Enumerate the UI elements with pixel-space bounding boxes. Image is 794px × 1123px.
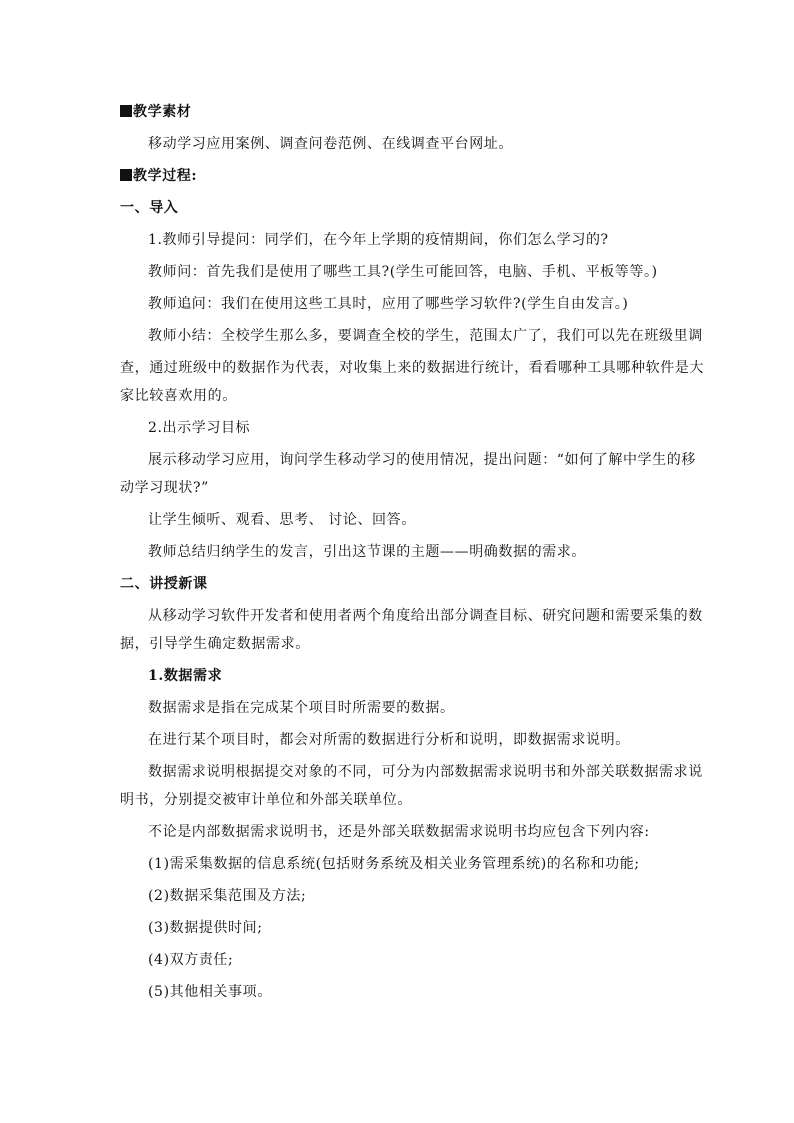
part1-conclude: 教师总结归纳学生的发言，引出这节课的主题——明确数据的需求。 bbox=[148, 544, 586, 560]
part1-item1: 1.教师引导提问：同学们，在今年上学期的疫情期间，你们怎么学习的? bbox=[148, 232, 609, 248]
part1-ask2: 教师追问：我们在使用这些工具时，应用了哪些学习软件?(学生自由发言。) bbox=[148, 296, 629, 312]
part2-types-line2: 明书，分别提交被审计单位和外部关联单位。 bbox=[120, 792, 412, 808]
part2-intro-line1: 从移动学习软件开发者和使用者两个角度给出部分调查目标、研究问题和需要采集的数 bbox=[148, 608, 703, 624]
part2-types-line1: 数据需求说明根据提交对象的不同，可分为内部数据需求说明书和外部关联数据需求说 bbox=[148, 764, 703, 780]
part2-definition2: 在进行某个项目时，都会对所需的数据进行分析和说明，即数据需求说明。 bbox=[148, 732, 630, 748]
part2-intro-line2: 据，引导学生确定数据需求。 bbox=[120, 636, 310, 652]
part2-definition1: 数据需求是指在完成某个项目时所需要的数据。 bbox=[148, 700, 455, 716]
part1-item2: 2.出示学习目标 bbox=[148, 420, 251, 436]
part1-summary-line2: 查，通过班级中的数据作为代表，对收集上来的数据进行统计，看看哪种工具哪种软件是大 bbox=[120, 360, 704, 376]
part1-summary-line1: 教师小结：全校学生那么多，要调查全校的学生，范围太广了，我们可以先在班级里调 bbox=[148, 328, 703, 344]
part1-show-line1: 展示移动学习应用，询问学生移动学习的使用情况，提出问题：“如何了解中学生的移 bbox=[148, 452, 696, 468]
section-heading-material: 教学素材 bbox=[120, 102, 680, 122]
black-square-icon bbox=[120, 169, 132, 181]
part1-heading: 一、导入 bbox=[120, 200, 179, 216]
list-item: (1)需采集数据的信息系统(包括财务系统及相关业务管理系统)的名称和功能; bbox=[148, 856, 640, 872]
list-item: (4)双方责任; bbox=[148, 952, 234, 968]
part1-show-line2: 动学习现状?” bbox=[120, 480, 209, 496]
part2-contents: 不论是内部数据需求说明书，还是外部关联数据需求说明书均应包含下列内容: bbox=[148, 824, 650, 840]
part2-heading: 二、讲授新课 bbox=[120, 576, 208, 592]
section-heading-process: 教学过程: bbox=[120, 166, 680, 186]
part2-sub-heading: 1.数据需求 bbox=[148, 668, 223, 684]
material-text: 移动学习应用案例、调查问卷范例、在线调查平台网址。 bbox=[148, 136, 513, 152]
black-square-icon bbox=[120, 105, 132, 117]
list-item: (3)数据提供时间; bbox=[148, 920, 263, 936]
part1-ask1: 教师问：首先我们是使用了哪些工具?(学生可能回答，电脑、手机、平板等等。) bbox=[148, 264, 658, 280]
list-item: (2)数据采集范围及方法; bbox=[148, 888, 307, 904]
part1-listen: 让学生倾听、观看、思考、 讨论、回答。 bbox=[148, 512, 416, 528]
part1-summary-line3: 家比较喜欢用的。 bbox=[120, 388, 237, 404]
list-item: (5)其他相关事项。 bbox=[148, 984, 272, 1000]
